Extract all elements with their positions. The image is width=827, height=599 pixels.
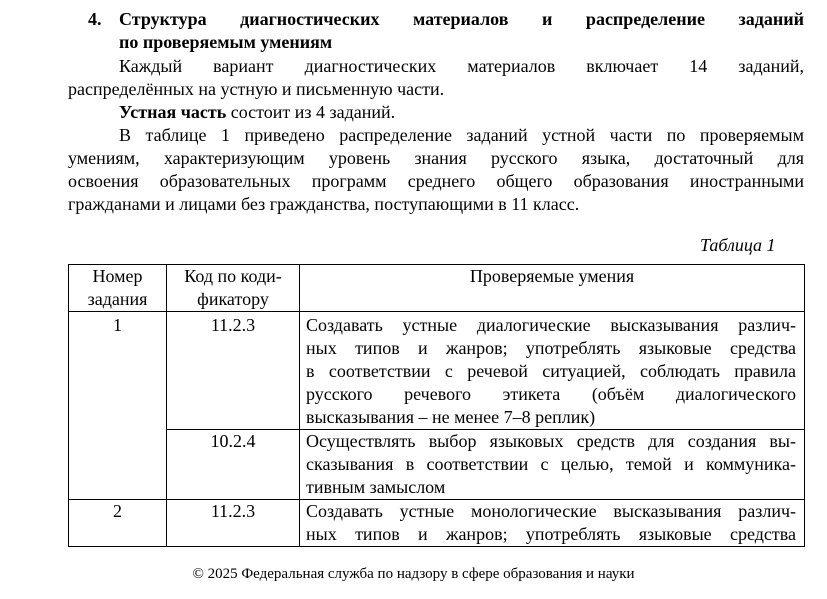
page-footer: © 2025 Федеральная служба по надзору в сфере образования и науки (192, 566, 635, 582)
para3-line2: умениям, характеризующим уровень знания русского языка, достаточный для (68, 148, 804, 168)
skills-table (68, 264, 805, 547)
section-title-line2: по проверяемым умениям (119, 32, 333, 52)
para3-line3: освоения образовательных программ среднего общего образования иностранными (68, 171, 804, 191)
row2-skills (300, 430, 805, 500)
header-skills (300, 265, 805, 312)
header-number-line2: задания (87, 289, 148, 309)
row3-skills (300, 500, 805, 547)
para3-line1: В таблице 1 приведено распределение заданий устной части по проверяемым (119, 125, 804, 145)
row1-skill-line: русского речевого этикета (объём диалогического (306, 384, 796, 404)
para3-line4: гражданами и лицами без гражданства, поступающими в 11 класс. (68, 194, 580, 214)
row1-skill-line: высказывания – не менее 7–8 реплик) (306, 407, 596, 427)
section-number: 4. (88, 9, 102, 29)
row3-code: 11.2.3 (167, 500, 300, 547)
row2-skill-line: сказывания в соответствии с целью, темой и коммуника- (306, 454, 796, 474)
table-caption: Таблица 1 (700, 235, 776, 255)
header-code (167, 265, 300, 312)
row2-skill-line: тивным замыслом (306, 477, 446, 497)
section-title-line1: Структура диагностических материалов и распределение заданий (119, 9, 804, 29)
header-skills-label: Проверяемые умения (469, 266, 635, 286)
table-row (69, 430, 805, 500)
row3-skill-line: ных типов и жанров; употреблять языковые средства (306, 524, 796, 544)
row2-code: 10.2.4 (167, 430, 300, 500)
row1-code: 11.2.3 (167, 312, 300, 430)
header-number-line1: Номер (92, 266, 143, 286)
row1-skill-line: Создавать устные диалогические высказывания различ- (306, 315, 796, 335)
row1-number: 1 (69, 312, 167, 500)
para1-line1: Каждый вариант диагностических материалов включает 14 заданий, (119, 56, 804, 76)
para2 (119, 101, 395, 124)
row3-number: 2 (69, 500, 167, 547)
row2-skill-line: Осуществлять выбор языковых средств для создания вы- (306, 431, 796, 451)
row1-skills (300, 312, 805, 430)
para2-rest: состоит из 4 заданий. (226, 102, 396, 122)
header-number (69, 265, 167, 312)
header-code-line2: фикатору (197, 289, 269, 309)
para2-bold: Устная часть (119, 102, 227, 122)
table-row (69, 312, 805, 430)
row1-skill-line: ных типов и жанров; употреблять языковые средства (306, 338, 796, 358)
table-header-row (69, 265, 805, 312)
row3-skill-line: Создавать устные монологические высказывания различ- (306, 501, 796, 521)
para1-line2: распределённых на устную и письменную части. (68, 79, 445, 99)
row1-skill-line: в соответствии с речевой ситуацией, соблюдать правила (306, 361, 796, 381)
table-row (69, 500, 805, 547)
header-code-line1: Код по коди- (184, 266, 282, 286)
